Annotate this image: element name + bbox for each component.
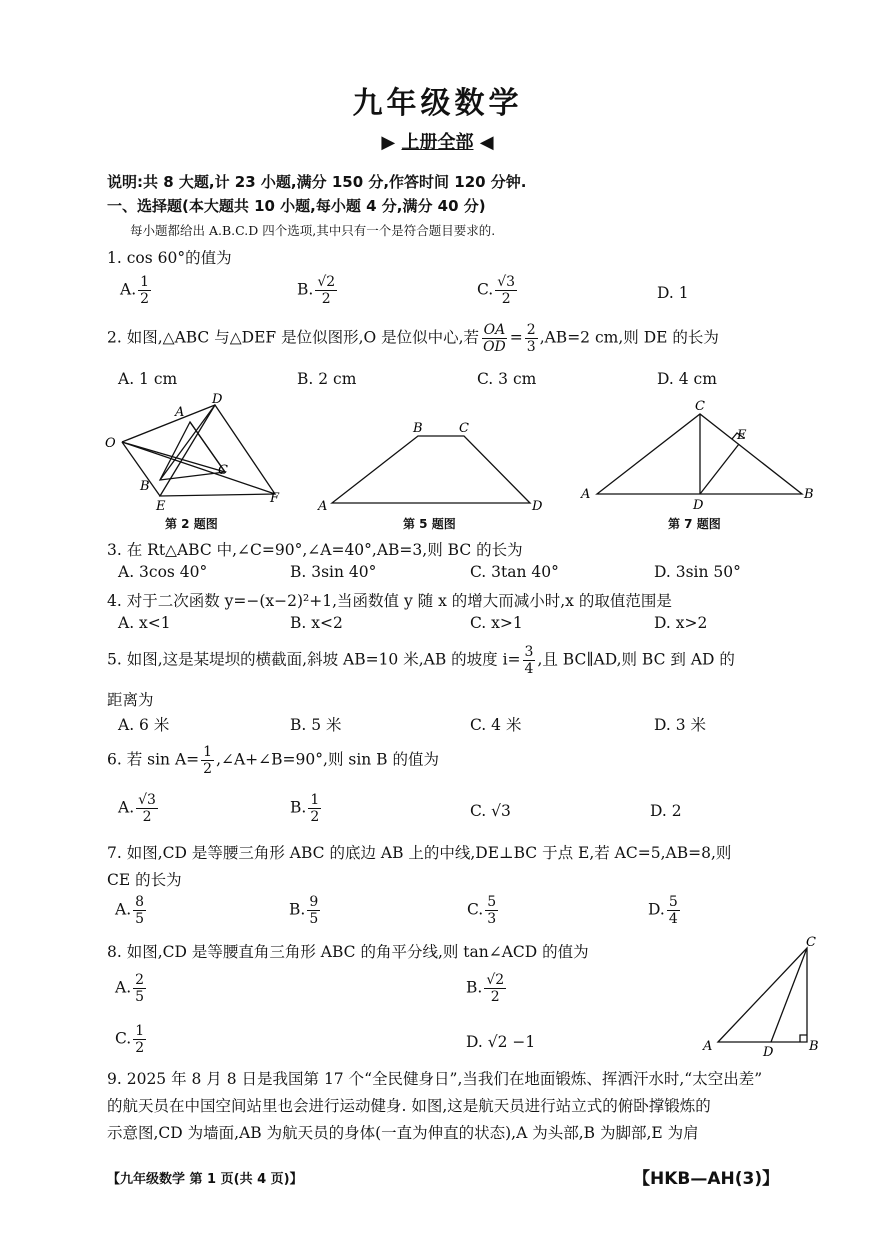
figure-2-homothety — [100, 392, 300, 517]
question-5-stem-cont: 距离为 — [107, 691, 154, 709]
q3-option-c: C. 3tan 40° — [470, 563, 559, 581]
question-8-stem: 8. 如图,CD 是等腰直角三角形 ABC 的角平分线,则 tan∠ACD 的值为 — [107, 943, 589, 961]
section-heading: 一、选择题(本大题共 10 小题,每小题 4 分,满分 40 分) — [107, 197, 486, 215]
q8-option-a: A. $\frac{2}{5}$ — [115, 972, 145, 1005]
figure-2-caption: 第 2 题图 — [165, 517, 218, 531]
q4-option-d: D. x>2 — [654, 614, 708, 632]
fig2-label-b: B — [140, 479, 150, 494]
fig2-label-f: F — [270, 491, 280, 506]
footer-page-info: 【九年级数学 第 1 页(共 4 页)】 — [107, 1172, 303, 1187]
q2-option-a: A. 1 cm — [118, 370, 178, 388]
footer-code: 【HKB—AH(3)】 — [633, 1169, 780, 1189]
q1-option-b: B. $\frac{√2}{2}$ — [297, 274, 336, 307]
fig8-label-d: D — [763, 1045, 774, 1057]
fig8-label-c: C — [806, 935, 816, 950]
question-6-stem: 6. 若 sin A= $\frac{1}{2}$ ,∠A+∠B=90°,则 sin B 的值为 — [107, 744, 440, 777]
question-5-stem: 5. 如图,这是某堤坝的横截面,斜坡 AB=10 米,AB 的坡度 i= $\frac{3}{4}$ ,且 BC∥AD,则 BC 到 AD 的 — [107, 644, 735, 677]
q3-option-d: D. 3sin 50° — [654, 563, 741, 581]
fig7-label-e: E — [737, 428, 747, 443]
q4-option-a: A. x<1 — [118, 614, 171, 632]
q2-option-d: D. 4 cm — [657, 370, 717, 388]
fig7-label-b: B — [804, 487, 814, 502]
q2-option-b: B. 2 cm — [297, 370, 357, 388]
triangle-right-icon: ▶ — [381, 132, 396, 153]
figure-7-isosceles — [575, 396, 825, 511]
section-note: 每小题都给出 A.B.C.D 四个选项,其中只有一个是符合题目要求的. — [130, 223, 496, 238]
q4-option-c: C. x>1 — [470, 614, 523, 632]
q1-option-a: A. $\frac{1}{2}$ — [120, 274, 150, 307]
fig7-label-a: A — [581, 487, 591, 502]
q5-option-b: B. 5 米 — [290, 716, 342, 734]
q6-option-a: A. $\frac{√3}{2}$ — [118, 792, 156, 825]
subtitle-text: 上册全部 — [401, 132, 474, 153]
q1-option-c: C. $\frac{√3}{2}$ — [477, 274, 516, 307]
q6-option-b: B. $\frac{1}{2}$ — [290, 792, 320, 825]
q7-option-b: B. $\frac{9}{5}$ — [289, 894, 319, 927]
fig2-label-a: A — [175, 405, 185, 420]
question-7-stem: 7. 如图,CD 是等腰三角形 ABC 的底边 AB 上的中线,DE⊥BC 于点 E,若 AC=5,AB=8,则 — [107, 844, 732, 862]
q3-option-b: B. 3sin 40° — [290, 563, 377, 581]
q5-option-d: D. 3 米 — [654, 716, 707, 734]
figure-5-trapezoid — [312, 418, 552, 513]
fig7-label-d: D — [693, 498, 704, 511]
q1-option-d: D. 1 — [657, 284, 689, 302]
fig8-label-a: A — [703, 1039, 713, 1054]
q8-option-c: C. $\frac{1}{2}$ — [115, 1023, 145, 1056]
fig2-label-o: O — [105, 436, 116, 451]
q7-option-a: A. $\frac{8}{5}$ — [115, 894, 145, 927]
fig2-label-d: D — [212, 392, 223, 407]
question-9-line-2: 的航天员在中国空间站里也会进行运动健身. 如图,这是航天员进行站立式的俯卧撑锻炼的 — [107, 1097, 711, 1115]
figure-8-right-isosceles — [700, 932, 830, 1057]
question-7-stem-cont: CE 的长为 — [107, 871, 182, 889]
fig5-label-b: B — [413, 421, 423, 436]
fig5-label-d: D — [532, 499, 543, 513]
q6-option-d: D. 2 — [650, 802, 682, 820]
question-4-stem: 4. 对于二次函数 y=−(x−2)²+1,当函数值 y 随 x 的增大而减小时,x 的取值范围是 — [107, 592, 672, 610]
q6-option-c: C. √3 — [470, 802, 511, 820]
question-9-line-3: 示意图,CD 为墙面,AB 为航天员的身体(一直为伸直的状态),A 为头部,B 为脚部,E 为肩 — [107, 1124, 699, 1142]
figure-7-caption: 第 7 题图 — [668, 517, 721, 531]
q3-option-a: A. 3cos 40° — [118, 563, 208, 581]
fig7-label-c: C — [695, 399, 705, 414]
question-9-line-1: 9. 2025 年 8 月 8 日是我国第 17 个“全民健身日”,当我们在地面锻炼、挥洒汗水时,“太空出差” — [107, 1070, 763, 1088]
question-1-stem: 1. cos 60°的值为 — [107, 249, 232, 267]
q2-option-c: C. 3 cm — [477, 370, 537, 388]
q4-option-b: B. x<2 — [290, 614, 343, 632]
fig5-label-c: C — [459, 421, 469, 436]
triangle-left-icon: ◀ — [479, 132, 494, 153]
fig5-label-a: A — [318, 499, 328, 513]
page-title: 九年级数学 — [352, 86, 523, 121]
q8-option-b: B. $\frac{√2}{2}$ — [466, 972, 505, 1005]
fig2-label-e: E — [156, 499, 166, 514]
q7-option-d: D. $\frac{5}{4}$ — [648, 894, 678, 927]
q7-option-c: C. $\frac{5}{3}$ — [467, 894, 497, 927]
q5-option-c: C. 4 米 — [470, 716, 522, 734]
question-2-stem: 2. 如图,△ABC 与△DEF 是位似图形,O 是位似中心,若 $\frac{OA}{OD}$ = $\frac{2}{3}$ ,AB=2 cm,则 DE 的长为 — [107, 322, 719, 355]
q8-option-d: D. √2 −1 — [466, 1033, 536, 1051]
fig8-label-b: B — [809, 1039, 819, 1054]
page-subtitle — [0, 128, 875, 154]
instructions: 说明:共 8 大题,计 23 小题,满分 150 分,作答时间 120 分钟. — [107, 173, 527, 191]
figure-5-caption: 第 5 题图 — [403, 517, 456, 531]
fig2-label-c: C — [218, 463, 228, 478]
question-3-stem: 3. 在 Rt△ABC 中,∠C=90°,∠A=40°,AB=3,则 BC 的长为 — [107, 541, 523, 559]
q5-option-a: A. 6 米 — [118, 716, 170, 734]
